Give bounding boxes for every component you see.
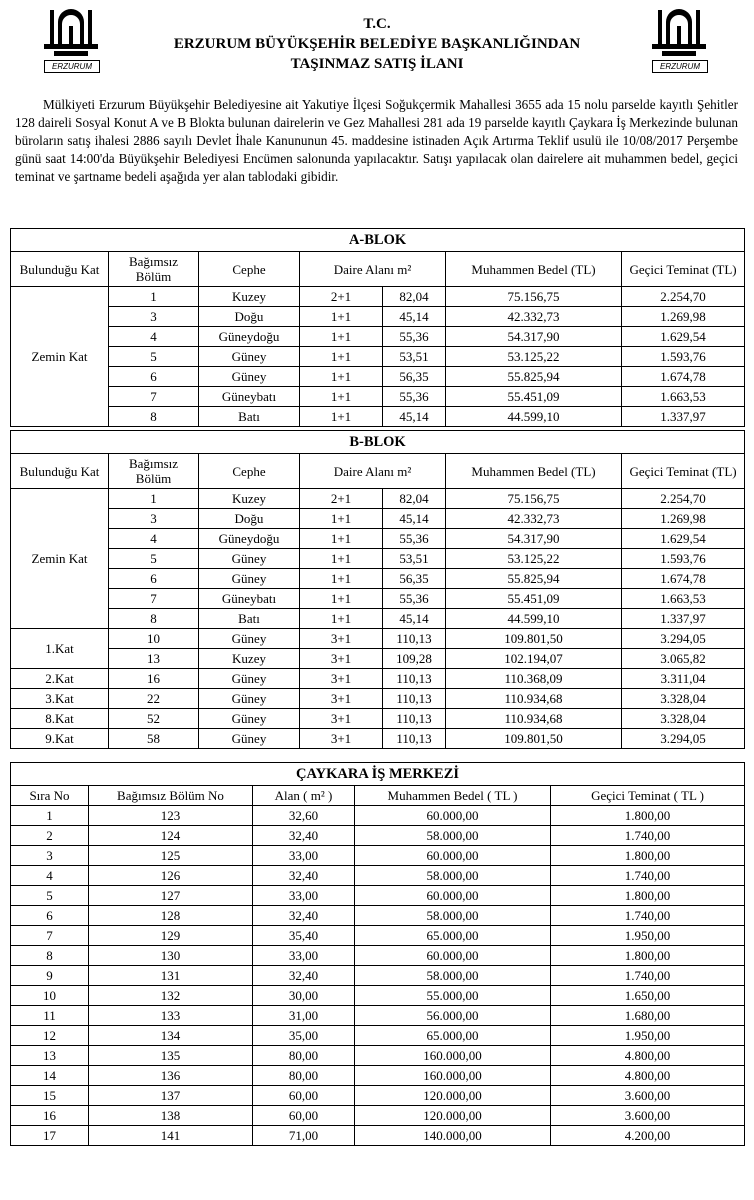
unit-no: 8 bbox=[109, 407, 199, 427]
table-row bbox=[11, 529, 745, 549]
area: 45,14 bbox=[383, 407, 446, 427]
unit-no: 128 bbox=[89, 906, 253, 926]
room-type: 1+1 bbox=[300, 387, 383, 407]
deposit: 3.328,04 bbox=[622, 689, 745, 709]
price: 65.000,00 bbox=[355, 926, 551, 946]
unit-no: 136 bbox=[89, 1066, 253, 1086]
unit-no: 6 bbox=[109, 569, 199, 589]
row-no: 3 bbox=[11, 846, 89, 866]
facade: Güney bbox=[199, 729, 300, 749]
room-type: 2+1 bbox=[300, 489, 383, 509]
header-price: Muhammen Bedel (TL) bbox=[446, 454, 622, 489]
deposit: 4.800,00 bbox=[551, 1046, 745, 1066]
deposit: 1.629,54 bbox=[622, 529, 745, 549]
table-row bbox=[11, 1026, 745, 1046]
unit-no: 137 bbox=[89, 1086, 253, 1106]
row-no: 2 bbox=[11, 826, 89, 846]
price: 160.000,00 bbox=[355, 1046, 551, 1066]
table-row bbox=[11, 589, 745, 609]
area: 60,00 bbox=[253, 1086, 355, 1106]
facade: Batı bbox=[199, 609, 300, 629]
deposit: 3.600,00 bbox=[551, 1086, 745, 1106]
row-no: 17 bbox=[11, 1126, 89, 1146]
price: 58.000,00 bbox=[355, 906, 551, 926]
row-no: 11 bbox=[11, 1006, 89, 1026]
area: 55,36 bbox=[383, 529, 446, 549]
room-type: 2+1 bbox=[300, 287, 383, 307]
facade: Doğu bbox=[199, 307, 300, 327]
deposit: 1.740,00 bbox=[551, 906, 745, 926]
area: 110,13 bbox=[383, 669, 446, 689]
unit-no: 58 bbox=[109, 729, 199, 749]
unit-no: 7 bbox=[109, 589, 199, 609]
intro-paragraph: Mülkiyeti Erzurum Büyükşehir Belediyesine ait Yakutiye İlçesi Soğukçermik Mahallesi 3655 ada 15 nolu parselde kayıtlı Şehitler 128 daireli Sosyal Konut A ve B Blokta bulunan dairelerin ve Gez Mahallesi 281 ada 19 parselde kayıtlı Çaykara İş Merkezinde bulunan büroların satış ihalesi 2886 sayılı Devlet İhale Kanununun 45. maddesine istinaden Açık Artırma Teklif usulü ile 10/08/2017 Perşembe günü saat 14:00'da Büyükşehir Belediyesi Encümen salonunda yapılacaktır. Satışı yapılacak olan dairelere ait muhammen bedel, geçici teminat ve şartname bedeli aşağıda yer alan tablodaki gibidir. bbox=[15, 97, 738, 184]
title-row bbox=[11, 229, 745, 252]
price: 110.368,09 bbox=[446, 669, 622, 689]
deposit: 1.650,00 bbox=[551, 986, 745, 1006]
unit-no: 13 bbox=[109, 649, 199, 669]
unit-no: 129 bbox=[89, 926, 253, 946]
facade: Güneydoğu bbox=[199, 327, 300, 347]
area: 33,00 bbox=[253, 946, 355, 966]
area: 56,35 bbox=[383, 367, 446, 387]
table-row bbox=[11, 649, 745, 669]
unit-no: 5 bbox=[109, 549, 199, 569]
facade: Güney bbox=[199, 689, 300, 709]
price: 55.451,09 bbox=[446, 589, 622, 609]
area: 110,13 bbox=[383, 729, 446, 749]
price: 54.317,90 bbox=[446, 327, 622, 347]
table-row bbox=[11, 629, 745, 649]
area: 35,40 bbox=[253, 926, 355, 946]
room-type: 1+1 bbox=[300, 327, 383, 347]
row-no: 10 bbox=[11, 986, 89, 1006]
facade: Kuzey bbox=[199, 489, 300, 509]
area: 55,36 bbox=[383, 387, 446, 407]
row-no: 7 bbox=[11, 926, 89, 946]
deposit: 3.600,00 bbox=[551, 1106, 745, 1126]
table-row bbox=[11, 906, 745, 926]
price: 102.194,07 bbox=[446, 649, 622, 669]
block-title: B-BLOK bbox=[11, 431, 745, 454]
header-area: Daire Alanı m² bbox=[300, 252, 446, 287]
room-type: 1+1 bbox=[300, 347, 383, 367]
row-no: 15 bbox=[11, 1086, 89, 1106]
header-unit: Bağımsız Bölüm bbox=[109, 454, 199, 489]
unit-no: 126 bbox=[89, 866, 253, 886]
unit-no: 3 bbox=[109, 307, 199, 327]
deposit: 1.593,76 bbox=[622, 549, 745, 569]
header-line-title: TAŞINMAZ SATIŞ İLANI bbox=[290, 56, 464, 72]
facade: Güneybatı bbox=[199, 589, 300, 609]
unit-no: 135 bbox=[89, 1046, 253, 1066]
header-deposit: Geçici Teminat ( TL ) bbox=[551, 786, 745, 806]
facade: Doğu bbox=[199, 509, 300, 529]
price: 60.000,00 bbox=[355, 846, 551, 866]
room-type: 1+1 bbox=[300, 569, 383, 589]
unit-no: 141 bbox=[89, 1126, 253, 1146]
header-unit: Bağımsız Bölüm bbox=[109, 252, 199, 287]
deposit: 1.269,98 bbox=[622, 509, 745, 529]
price: 65.000,00 bbox=[355, 1026, 551, 1046]
deposit: 3.294,05 bbox=[622, 729, 745, 749]
area: 32,40 bbox=[253, 906, 355, 926]
unit-no: 7 bbox=[109, 387, 199, 407]
room-type: 1+1 bbox=[300, 407, 383, 427]
deposit: 3.311,04 bbox=[622, 669, 745, 689]
price: 42.332,73 bbox=[446, 307, 622, 327]
deposit: 2.254,70 bbox=[622, 287, 745, 307]
room-type: 1+1 bbox=[300, 609, 383, 629]
facade: Batı bbox=[199, 407, 300, 427]
unit-no: 3 bbox=[109, 509, 199, 529]
unit-no: 130 bbox=[89, 946, 253, 966]
deposit: 1.629,54 bbox=[622, 327, 745, 347]
table-row bbox=[11, 1046, 745, 1066]
header-deposit: Geçici Teminat (TL) bbox=[622, 252, 745, 287]
room-type: 1+1 bbox=[300, 307, 383, 327]
table-row bbox=[11, 347, 745, 367]
header-deposit: Geçici Teminat (TL) bbox=[622, 454, 745, 489]
price: 58.000,00 bbox=[355, 826, 551, 846]
table-row bbox=[11, 1086, 745, 1106]
price: 110.934,68 bbox=[446, 709, 622, 729]
facade: Kuzey bbox=[199, 649, 300, 669]
facade: Güneydoğu bbox=[199, 529, 300, 549]
area: 31,00 bbox=[253, 1006, 355, 1026]
room-type: 1+1 bbox=[300, 509, 383, 529]
price: 53.125,22 bbox=[446, 549, 622, 569]
area: 80,00 bbox=[253, 1046, 355, 1066]
price: 55.451,09 bbox=[446, 387, 622, 407]
deposit: 1.337,97 bbox=[622, 407, 745, 427]
area: 32,40 bbox=[253, 826, 355, 846]
unit-no: 134 bbox=[89, 1026, 253, 1046]
header-row bbox=[11, 454, 745, 489]
price: 44.599,10 bbox=[446, 609, 622, 629]
header-price: Muhammen Bedel (TL) bbox=[446, 252, 622, 287]
facade: Güney bbox=[199, 549, 300, 569]
price: 75.156,75 bbox=[446, 489, 622, 509]
unit-no: 5 bbox=[109, 347, 199, 367]
table-row bbox=[11, 367, 745, 387]
price: 44.599,10 bbox=[446, 407, 622, 427]
area: 30,00 bbox=[253, 986, 355, 1006]
price: 60.000,00 bbox=[355, 946, 551, 966]
deposit: 1.674,78 bbox=[622, 569, 745, 589]
deposit: 3.328,04 bbox=[622, 709, 745, 729]
deposit: 1.950,00 bbox=[551, 926, 745, 946]
price: 56.000,00 bbox=[355, 1006, 551, 1026]
deposit: 4.800,00 bbox=[551, 1066, 745, 1086]
price: 110.934,68 bbox=[446, 689, 622, 709]
unit-no: 123 bbox=[89, 806, 253, 826]
floor-cell: 3.Kat bbox=[11, 689, 109, 709]
facade: Güneybatı bbox=[199, 387, 300, 407]
deposit: 2.254,70 bbox=[622, 489, 745, 509]
table-row bbox=[11, 569, 745, 589]
price: 58.000,00 bbox=[355, 966, 551, 986]
area: 56,35 bbox=[383, 569, 446, 589]
row-no: 6 bbox=[11, 906, 89, 926]
price: 55.825,94 bbox=[446, 569, 622, 589]
price: 109.801,50 bbox=[446, 729, 622, 749]
room-type: 3+1 bbox=[300, 709, 383, 729]
area: 53,51 bbox=[383, 347, 446, 367]
table-row bbox=[11, 489, 745, 509]
room-type: 3+1 bbox=[300, 669, 383, 689]
unit-no: 52 bbox=[109, 709, 199, 729]
table-row bbox=[11, 946, 745, 966]
row-no: 12 bbox=[11, 1026, 89, 1046]
room-type: 3+1 bbox=[300, 689, 383, 709]
table-row bbox=[11, 387, 745, 407]
header-row-no: Sıra No bbox=[11, 786, 89, 806]
table-row bbox=[11, 709, 745, 729]
title-row bbox=[11, 431, 745, 454]
facade: Güney bbox=[199, 569, 300, 589]
header-price: Muhammen Bedel ( TL ) bbox=[355, 786, 551, 806]
table-row bbox=[11, 1106, 745, 1126]
deposit: 3.294,05 bbox=[622, 629, 745, 649]
floor-cell: 9.Kat bbox=[11, 729, 109, 749]
table-row bbox=[11, 806, 745, 826]
row-no: 5 bbox=[11, 886, 89, 906]
room-type: 3+1 bbox=[300, 629, 383, 649]
header-floor: Bulunduğu Kat bbox=[11, 454, 109, 489]
table-row bbox=[11, 669, 745, 689]
header-area: Alan ( m² ) bbox=[253, 786, 355, 806]
table-row bbox=[11, 826, 745, 846]
area: 55,36 bbox=[383, 589, 446, 609]
facade: Güney bbox=[199, 367, 300, 387]
area: 110,13 bbox=[383, 689, 446, 709]
room-type: 1+1 bbox=[300, 549, 383, 569]
unit-no: 4 bbox=[109, 529, 199, 549]
header-area: Daire Alanı m² bbox=[300, 454, 446, 489]
unit-no: 1 bbox=[109, 287, 199, 307]
deposit: 1.269,98 bbox=[622, 307, 745, 327]
table-row bbox=[11, 327, 745, 347]
floor-cell: 2.Kat bbox=[11, 669, 109, 689]
row-no: 1 bbox=[11, 806, 89, 826]
deposit: 1.740,00 bbox=[551, 966, 745, 986]
logo-label: ERZURUM bbox=[652, 60, 708, 73]
header-row bbox=[11, 252, 745, 287]
unit-no: 1 bbox=[109, 489, 199, 509]
table-row bbox=[11, 866, 745, 886]
unit-no: 127 bbox=[89, 886, 253, 906]
block-title: A-BLOK bbox=[11, 229, 745, 252]
area: 45,14 bbox=[383, 307, 446, 327]
header-row bbox=[11, 786, 745, 806]
deposit: 1.663,53 bbox=[622, 589, 745, 609]
table-row bbox=[11, 287, 745, 307]
row-no: 4 bbox=[11, 866, 89, 886]
table-row bbox=[11, 729, 745, 749]
area: 53,51 bbox=[383, 549, 446, 569]
price: 140.000,00 bbox=[355, 1126, 551, 1146]
area: 45,14 bbox=[383, 509, 446, 529]
room-type: 1+1 bbox=[300, 529, 383, 549]
table-row bbox=[11, 1126, 745, 1146]
deposit: 4.200,00 bbox=[551, 1126, 745, 1146]
deposit: 1.800,00 bbox=[551, 946, 745, 966]
table-row bbox=[11, 689, 745, 709]
area: 110,13 bbox=[383, 709, 446, 729]
area: 33,00 bbox=[253, 846, 355, 866]
deposit: 1.680,00 bbox=[551, 1006, 745, 1026]
deposit: 1.674,78 bbox=[622, 367, 745, 387]
table-row bbox=[11, 307, 745, 327]
floor-cell: 1.Kat bbox=[11, 629, 109, 669]
area: 35,00 bbox=[253, 1026, 355, 1046]
area: 32,40 bbox=[253, 966, 355, 986]
unit-no: 132 bbox=[89, 986, 253, 1006]
unit-no: 8 bbox=[109, 609, 199, 629]
deposit: 1.800,00 bbox=[551, 846, 745, 866]
price: 42.332,73 bbox=[446, 509, 622, 529]
unit-no: 16 bbox=[109, 669, 199, 689]
unit-no: 124 bbox=[89, 826, 253, 846]
facade: Güney bbox=[199, 709, 300, 729]
floor-cell: Zemin Kat bbox=[11, 489, 109, 629]
unit-no: 6 bbox=[109, 367, 199, 387]
row-no: 8 bbox=[11, 946, 89, 966]
area: 32,40 bbox=[253, 866, 355, 886]
table-row bbox=[11, 926, 745, 946]
area: 45,14 bbox=[383, 609, 446, 629]
header-line-institution: ERZURUM BÜYÜKŞEHİR BELEDİYE BAŞKANLIĞINDAN bbox=[173, 36, 581, 52]
room-type: 3+1 bbox=[300, 729, 383, 749]
price: 54.317,90 bbox=[446, 529, 622, 549]
area: 32,60 bbox=[253, 806, 355, 826]
area: 82,04 bbox=[383, 287, 446, 307]
table-row bbox=[11, 407, 745, 427]
price: 160.000,00 bbox=[355, 1066, 551, 1086]
unit-no: 22 bbox=[109, 689, 199, 709]
header-unit-no: Bağımsız Bölüm No bbox=[89, 786, 253, 806]
floor-cell: Zemin Kat bbox=[11, 287, 109, 427]
table-row bbox=[11, 966, 745, 986]
price: 120.000,00 bbox=[355, 1086, 551, 1106]
deposit: 1.663,53 bbox=[622, 387, 745, 407]
unit-no: 133 bbox=[89, 1006, 253, 1026]
facade: Güney bbox=[199, 629, 300, 649]
unit-no: 4 bbox=[109, 327, 199, 347]
area: 55,36 bbox=[383, 327, 446, 347]
price: 60.000,00 bbox=[355, 806, 551, 826]
header-facade: Cephe bbox=[199, 454, 300, 489]
price: 55.825,94 bbox=[446, 367, 622, 387]
room-type: 3+1 bbox=[300, 649, 383, 669]
price: 58.000,00 bbox=[355, 866, 551, 886]
table-row bbox=[11, 1006, 745, 1026]
area: 109,28 bbox=[383, 649, 446, 669]
table-row bbox=[11, 846, 745, 866]
floor-cell: 8.Kat bbox=[11, 709, 109, 729]
area: 33,00 bbox=[253, 886, 355, 906]
facade: Güney bbox=[199, 669, 300, 689]
header-floor: Bulunduğu Kat bbox=[11, 252, 109, 287]
facade: Güney bbox=[199, 347, 300, 367]
deposit: 1.740,00 bbox=[551, 866, 745, 886]
price: 53.125,22 bbox=[446, 347, 622, 367]
deposit: 1.800,00 bbox=[551, 806, 745, 826]
row-no: 9 bbox=[11, 966, 89, 986]
deposit: 1.800,00 bbox=[551, 886, 745, 906]
area: 60,00 bbox=[253, 1106, 355, 1126]
table-row bbox=[11, 886, 745, 906]
price: 120.000,00 bbox=[355, 1106, 551, 1126]
table-row bbox=[11, 1066, 745, 1086]
unit-no: 138 bbox=[89, 1106, 253, 1126]
header-line-tc: T.C. bbox=[363, 16, 391, 32]
unit-no: 131 bbox=[89, 966, 253, 986]
area: 80,00 bbox=[253, 1066, 355, 1086]
row-no: 13 bbox=[11, 1046, 89, 1066]
facade: Kuzey bbox=[199, 287, 300, 307]
price: 109.801,50 bbox=[446, 629, 622, 649]
unit-no: 125 bbox=[89, 846, 253, 866]
row-no: 16 bbox=[11, 1106, 89, 1126]
table-row bbox=[11, 986, 745, 1006]
room-type: 1+1 bbox=[300, 589, 383, 609]
table-row bbox=[11, 549, 745, 569]
a-blok-table bbox=[10, 228, 745, 427]
caykara-table bbox=[10, 762, 745, 1146]
table-row bbox=[11, 609, 745, 629]
deposit: 1.950,00 bbox=[551, 1026, 745, 1046]
deposit: 1.337,97 bbox=[622, 609, 745, 629]
room-type: 1+1 bbox=[300, 367, 383, 387]
deposit: 1.593,76 bbox=[622, 347, 745, 367]
price: 55.000,00 bbox=[355, 986, 551, 1006]
price: 75.156,75 bbox=[446, 287, 622, 307]
area: 82,04 bbox=[383, 489, 446, 509]
area: 110,13 bbox=[383, 629, 446, 649]
title-row bbox=[11, 763, 745, 786]
row-no: 14 bbox=[11, 1066, 89, 1086]
price: 60.000,00 bbox=[355, 886, 551, 906]
unit-no: 10 bbox=[109, 629, 199, 649]
deposit: 1.740,00 bbox=[551, 826, 745, 846]
header-facade: Cephe bbox=[199, 252, 300, 287]
table-row bbox=[11, 509, 745, 529]
area: 71,00 bbox=[253, 1126, 355, 1146]
b-blok-table bbox=[10, 430, 745, 749]
logo-label: ERZURUM bbox=[44, 60, 100, 73]
block-title: ÇAYKARA İŞ MERKEZİ bbox=[11, 763, 745, 786]
deposit: 3.065,82 bbox=[622, 649, 745, 669]
